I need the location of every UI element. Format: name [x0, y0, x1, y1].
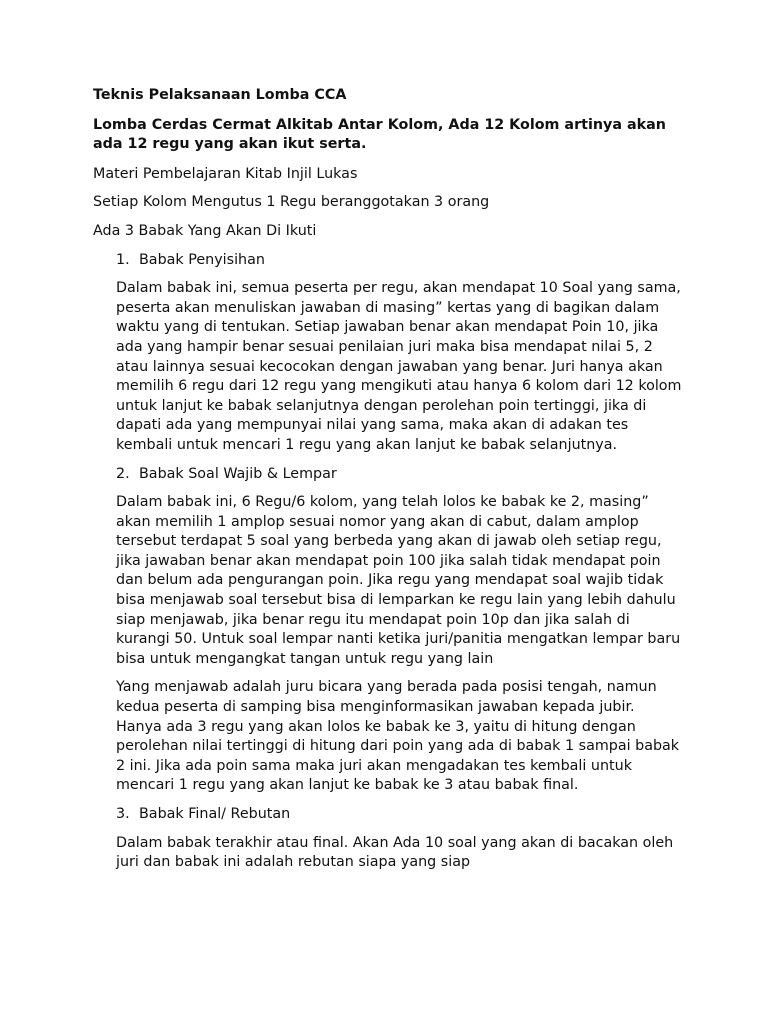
section-babak-soal-wajib [93, 465, 683, 797]
intro-paragraph: Materi Pembelajaran Kitab Injil Lukas [93, 165, 358, 182]
intro-paragraph: Ada 3 Babak Yang Akan Di Ikuti [93, 222, 317, 239]
intro-paragraph: Setiap Kolom Mengutus 1 Regu beranggotakan 3 orang [93, 194, 490, 211]
section-babak-penyisihan [93, 251, 683, 456]
section-heading-text: Babak Soal Wajib & Lempar [139, 465, 337, 482]
section-paragraph: Dalam babak terakhir atau final. Akan Ada 10 soal yang akan di bacakan oleh juri dan babak ini adalah rebutan siapa yang siap [116, 834, 674, 871]
section-babak-final [93, 805, 683, 873]
section-paragraph: Dalam babak ini, semua peserta per regu, akan mendapat 10 Soal yang sama, peserta akan menuliskan jawaban di masing” kertas yang di bagikan dalam waktu yang di tentukan. Setiap jawaban benar akan mendapat Poin 10, jika ada yang hampir benar sesuai penilaian juri maka bisa mendapat nilai 5, 2 atau lainnya sesuai kecocokan dengan jawaban yang benar. Juri hanya akan memilih 6 regu dari 12 regu yang mengikuti atau hanya 6 kolom dari 12 kolom untuk lanjut ke babak selanjutnya dengan perolehan poin tertinggi, jika di dapati ada yang mempunyai nilai yang sama, maka akan di adakan tes kembali untuk mencari 1 regu yang akan lanjut ke babak selanjutnya. [116, 280, 682, 453]
section-number: 2. [116, 465, 130, 482]
section-number: 3. [116, 806, 130, 822]
section-heading [93, 805, 683, 825]
section-heading-text: Babak Final/ Rebutan [139, 806, 291, 822]
document-title: Teknis Pelaksanaan Lomba CCA [93, 87, 347, 103]
document-subtitle: Lomba Cerdas Cermat Alkitab Antar Kolom, Ada 12 Kolom artinya akan ada 12 regu yang akan ikut serta. [93, 116, 666, 153]
section-paragraph: Yang menjawab adalah juru bicara yang berada pada posisi tengah, namun kedua peserta di samping bisa menginformasikan jawaban kepada jubir. Hanya ada 3 regu yang akan lolos ke babak ke 3, yaitu di hitung dengan perolehan nilai tertinggi di hitung dari poin yang ada di babak 1 sampai babak 2 ini. Jika ada poin sama maka juri akan mengadakan tes kembali untuk mencari 1 regu yang akan lanjut ke babak ke 3 atau babak final. [116, 679, 680, 794]
document-page [93, 86, 683, 882]
section-heading [93, 465, 683, 485]
section-number: 1. [116, 251, 130, 268]
section-heading-text: Babak Penyisihan [139, 251, 265, 268]
section-paragraph: Dalam babak ini, 6 Regu/6 kolom, yang telah lolos ke babak ke 2, masing” akan memilih 1 amplop sesuai nomor yang akan di cabut, dalam amplop tersebut terdapat 5 soal yang berbeda yang akan di jawab oleh setiap regu, jika jawaban benar akan mendapat poin 100 jika salah tidak mendapat poin dan belum ada pengurangan poin. Jika regu yang mendapat soal wajib tidak bisa menjawab soal tersebut bisa di lemparkan ke regu lain yang lebih dahulu siap menjawab, jika benar regu itu mendapat poin 10p dan jika salah di kurangi 50. Untuk soal lempar nanti ketika juri/panitia mengatkan lempar baru bisa untuk mengangkat tangan untuk regu yang lain [116, 494, 681, 667]
section-heading [93, 251, 683, 271]
